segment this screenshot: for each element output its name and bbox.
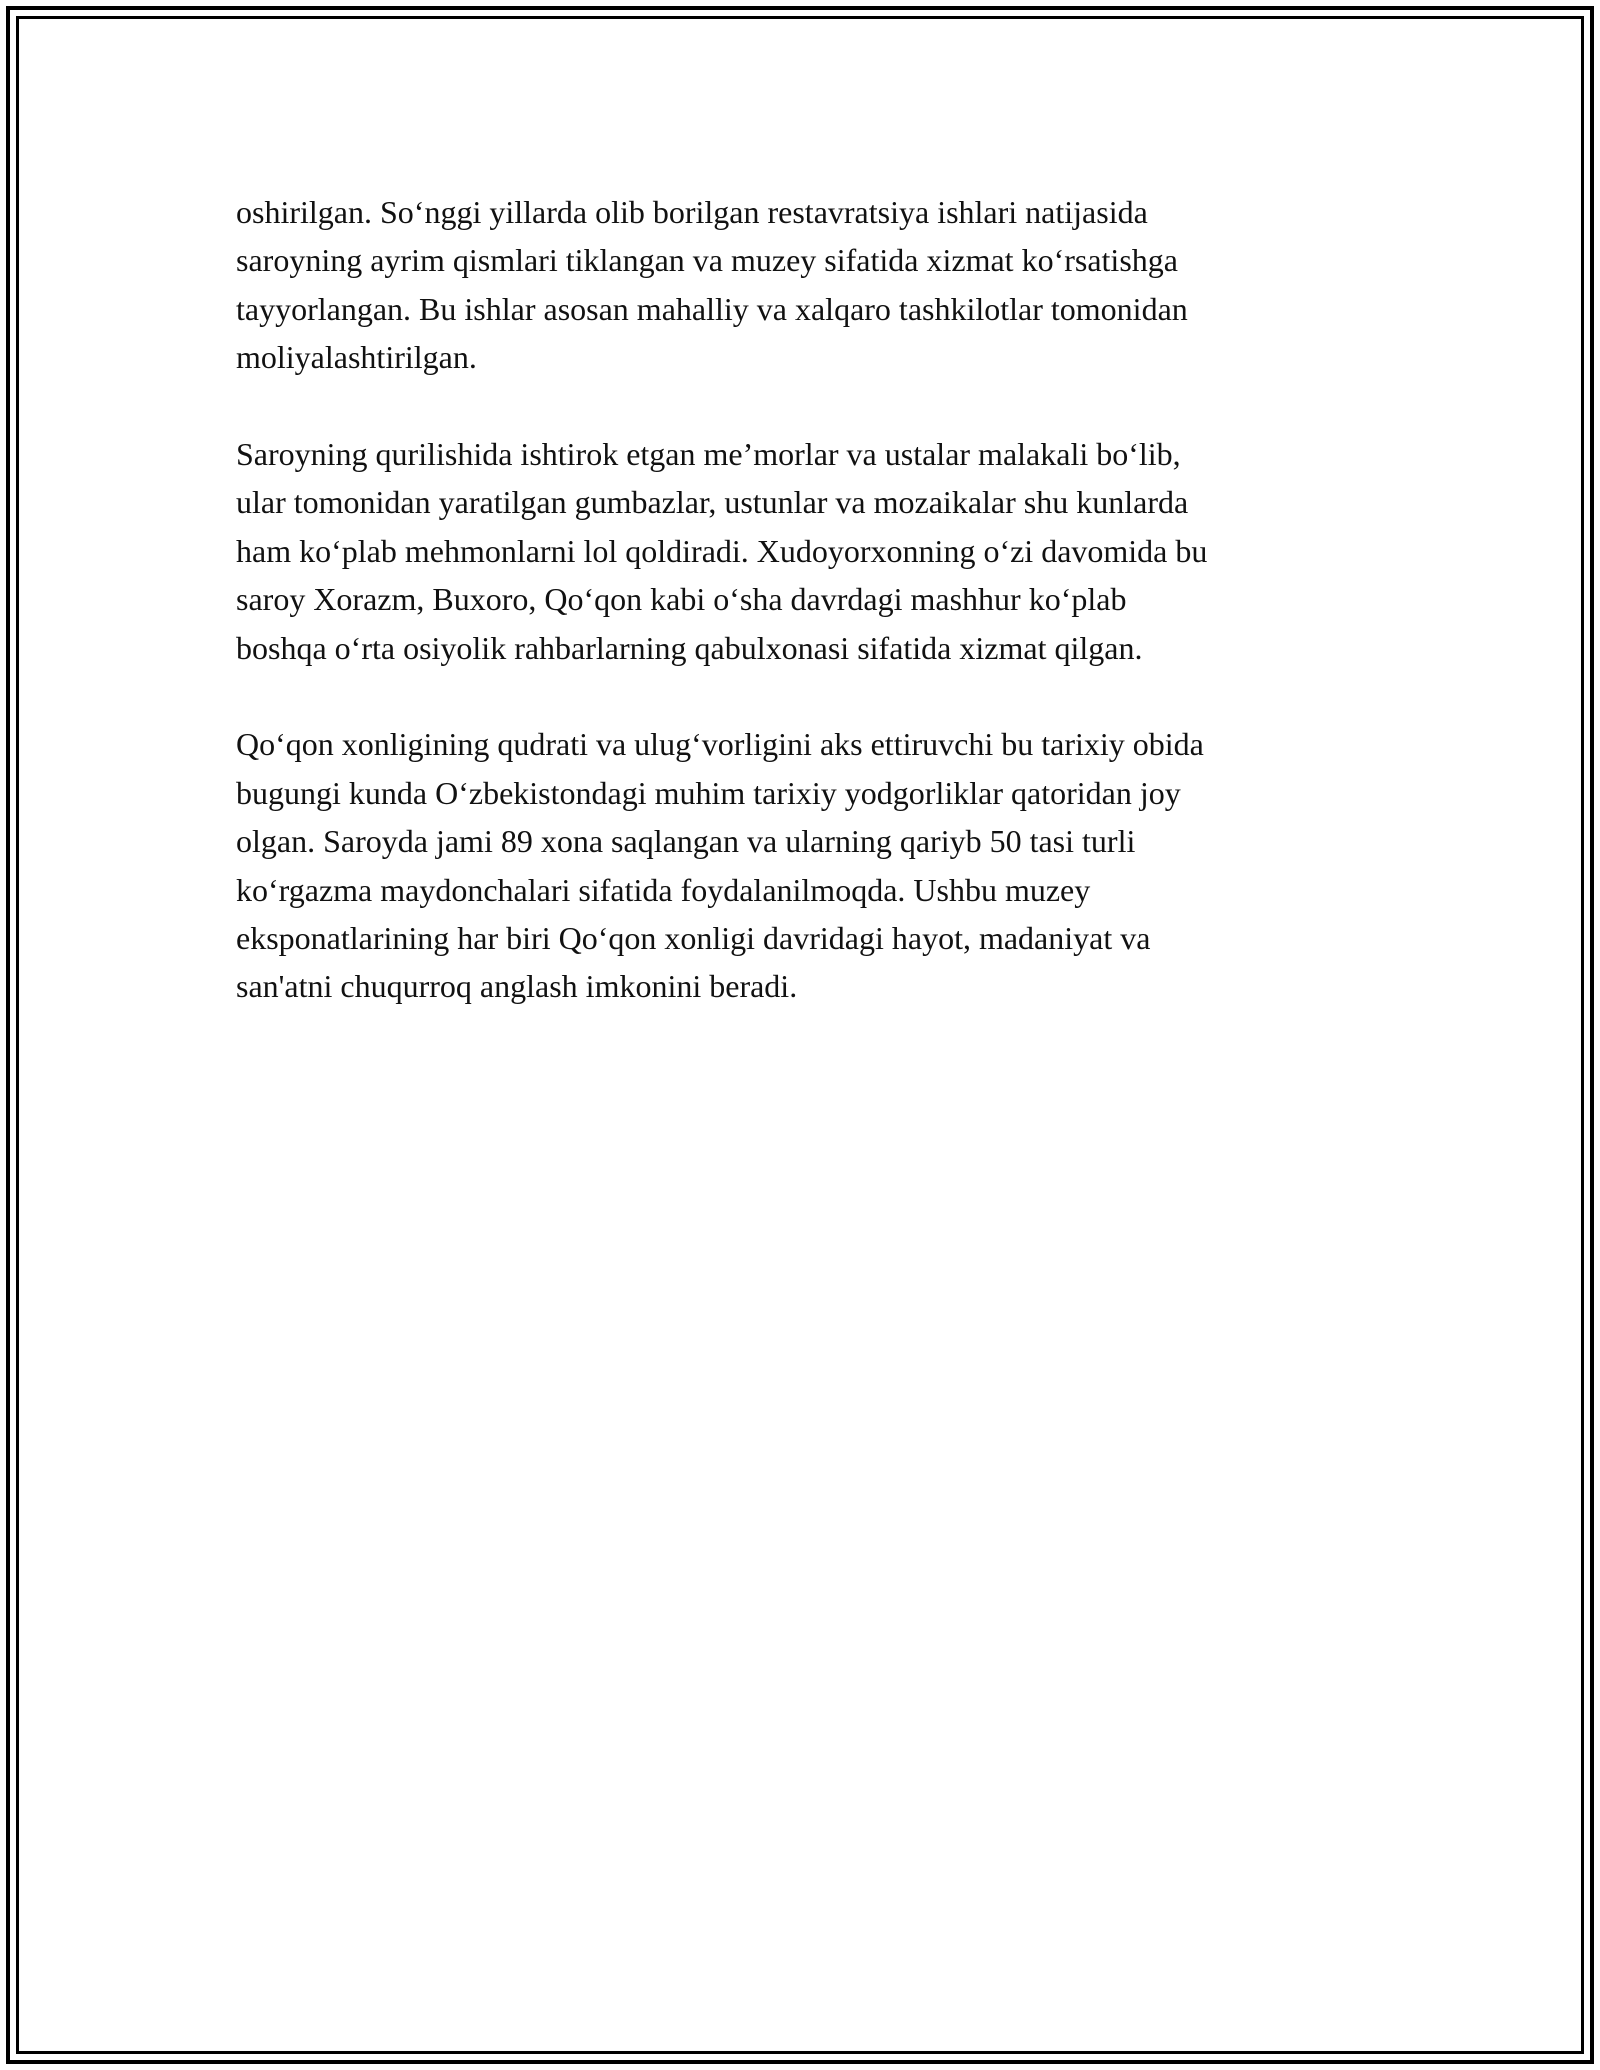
paragraph-museum: Qo‘qon xonligining qudrati va ulug‘vorligini aks ettiruvchi bu tarixiy obida bugungi kunda O‘zbekistondagi muhim tarixiy yodgorliklar qatoridan joy olgan. Saroyda jami 89 xona saqlangan va ularning qariyb 50 tasi turli ko‘rgazma maydonchalari sifatida foydalanilmoqda. Ushbu muzey eksponatlarining har biri Qo‘qon xonligi davridagi hayot, madaniyat va san'atni chuqurroq anglash imkonini beradi. xyxy=(236,726,1204,1005)
paragraph-architecture: Saroyning qurilishida ishtirok etgan me’morlar va ustalar malakali bo‘lib, ular tomonidan yaratilgan gumbazlar, ustunlar va mozaikalar shu kunlarda ham ko‘plab mehmonlarni lol qoldiradi. Xudoyorxonning o‘zi davomida bu saroy Xorazm, Buxoro, Qo‘qon kabi o‘sha davrdagi mashhur ko‘plab boshqa o‘rta osiyolik rahbarlarning qabulxonasi sifatida xizmat qilgan. xyxy=(236,436,1208,666)
paragraph-restoration: oshirilgan. So‘nggi yillarda olib borilgan restavratsiya ishlari natijasida saroyning ayrim qismlari tiklangan va muzey sifatida xizmat ko‘rsatishga tayyorlangan. Bu ishlar asosan mahalliy va xalqaro tashkilotlar tomonidan moliyalashtirilgan. xyxy=(236,194,1188,376)
document-body xyxy=(236,188,1376,1059)
